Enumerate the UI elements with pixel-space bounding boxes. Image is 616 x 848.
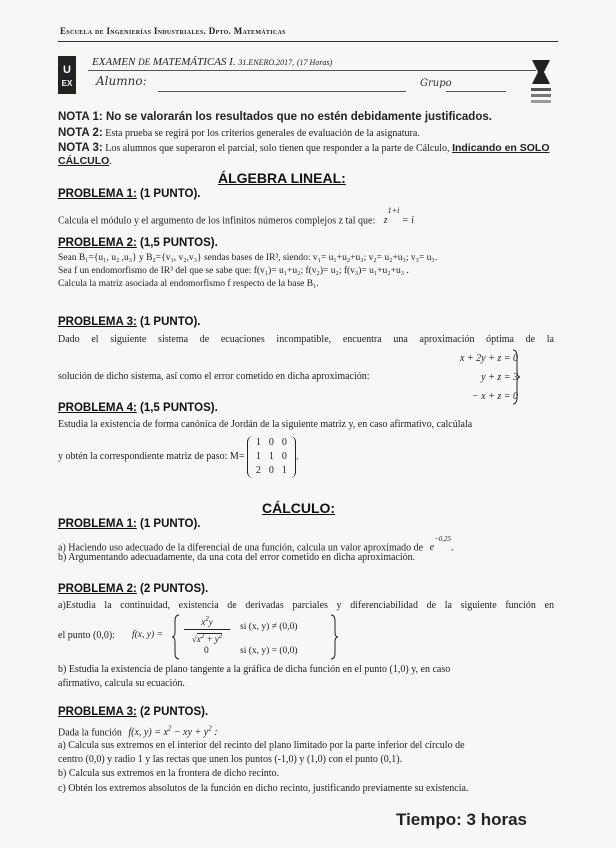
header-rule — [58, 41, 558, 42]
uex-logo-letter-u: U — [63, 64, 71, 76]
nota-1-text: No se valorarán los resultados que no estén debidamente justificados. — [105, 111, 492, 123]
case2-value: 0 — [204, 646, 209, 656]
exam-subject: MATEMÁTICAS I. — [152, 56, 236, 68]
algebra-p4-line1: Estudia la existencia de forma canónica de Jordán de la siguiente matriz y, en caso afirmativo, calcúlala — [58, 419, 473, 430]
algebra-p2-points: (1,5 PUNTOS). — [140, 237, 218, 249]
algebra-p4-points: (1,5 PUNTOS). — [140, 402, 218, 414]
algebra-p2-label: PROBLEMA 2: — [58, 237, 137, 249]
m-13: 0 — [281, 437, 287, 448]
calculo-p2-b2: afirmativo, calcula su ecuación. — [58, 678, 185, 689]
calculo-heading: CÁLCULO: — [262, 500, 336, 516]
algebra-p3-points: (1 PUNTO). — [140, 316, 201, 328]
m-23: 0 — [281, 451, 287, 462]
exam-title-rule — [88, 70, 536, 71]
algebra-p3-brace — [512, 349, 520, 405]
nota-3-end: . — [109, 156, 112, 167]
nota-1-label: NOTA 1: — [58, 111, 103, 123]
nota-3 — [58, 142, 556, 168]
calculo-p3-intro — [58, 723, 218, 739]
uex-logo-letter-ex: EX — [61, 79, 73, 88]
algebra-p1-formula: $z^{1+i} = i$ — [383, 206, 414, 227]
algebra-p3-system — [428, 349, 518, 406]
m-22: 1 — [268, 451, 274, 462]
nota-3-emphasis: Indicando en SOLO CÁLCULO — [58, 142, 550, 167]
m-32: 0 — [268, 465, 274, 476]
algebra-p2-title — [58, 237, 218, 249]
left-brace — [172, 614, 180, 660]
algebra-p1-statement: Calcula el módulo y el argumento de los infinitos números complejos z tal que: — [58, 215, 376, 227]
calculo-p1-a: a) Haciendo uso adecuado de la diferencial de una función, calcula un valor aproximado de $e^{-0,25}$. — [58, 535, 454, 554]
nota-1 — [58, 111, 558, 123]
calculo-p1-exp: $e^{-0,25}$ — [429, 535, 452, 554]
algebra-heading: ÁLGEBRA LINEAL: — [218, 170, 346, 186]
calculo-p3-b: b) Calcula sus extremos en la frontera de dicho recinto. — [58, 768, 280, 779]
alumno-field[interactable] — [158, 91, 406, 92]
algebra-p1-text — [58, 206, 414, 227]
tiempo: Tiempo: 3 horas — [396, 810, 527, 829]
algebra-p2-line3: Calcula la matriz asociada al endomorfismo f respecto de la base B₁. — [58, 279, 319, 289]
algebra-p2-line2: Sea f un endomorfismo de IR³ del que se sabe que: f(v₁)= u₁+u₂; f(v₂)= u₂; f(v₃)= u₁+u₂+u₃ . — [58, 266, 409, 276]
calculo-p3-points: (2 PUNTOS). — [140, 706, 209, 718]
school-header — [60, 26, 286, 36]
crest-icon — [528, 58, 554, 106]
grupo-label: Grupo — [420, 78, 452, 89]
m-12: 0 — [268, 437, 274, 448]
calculo-p1-b: b) Argumentando adecuadamente, da una cota del error cometido en dicha aproximación. — [58, 552, 416, 563]
case1-cond: si (x, y) ≠ (0,0) — [240, 622, 298, 632]
calculo-p3-label: PROBLEMA 3: — [58, 706, 137, 718]
calculo-p2-function — [132, 614, 342, 660]
algebra-p4-statement: y obtén la correspondiente matriz de paso: M= — [58, 451, 245, 462]
calculo-p3-a2: centro (0,0) y radio 1 y las rectas que unen los puntos (-1,0) y (1,0) con el punto (0,1). — [58, 754, 403, 765]
algebra-p1-label: PROBLEMA 1: — [58, 188, 137, 200]
algebra-p3-eq2: y + z = 3 — [481, 372, 518, 383]
nota-3-label: NOTA 3: — [58, 142, 103, 154]
uex-logo — [58, 56, 76, 94]
algebra-p3-line2: solución de dicho sistema, así como el error cometido en dicha aproximación: — [58, 371, 370, 382]
calculo-p2-a: a)Estudia la continuidad, existencia de derivadas parciales y diferenciabilidad de la siguiente función en — [58, 600, 554, 611]
m-33: 1 — [281, 465, 287, 476]
exam-word: EXAMEN — [92, 56, 136, 68]
algebra-p4-title — [58, 402, 218, 414]
algebra-p3-label: PROBLEMA 3: — [58, 316, 137, 328]
calculo-p1-label: PROBLEMA 1: — [58, 518, 137, 530]
algebra-p4-matrix — [247, 436, 296, 478]
exam-hours: (17 Horas) — [296, 58, 333, 67]
calculo-p3-formula: f(x, $y) = x^2$ − xy + $y^2$ : — [128, 725, 218, 739]
case2-cond: si (x, y) = (0,0) — [240, 646, 298, 656]
school-name: Escuela de Ingenierías Industriales. Dpto. Matemáticas — [60, 26, 286, 36]
algebra-p4-line2: y obtén la correspondiente matriz de paso: M= 1 0 0 1 1 0 2 0 1 . — [58, 437, 299, 476]
nota-3-text: Los alumnos que superaron el parcial, solo tienen que responder a la parte de Cálculo, — [105, 143, 450, 154]
algebra-p1-points: (1 PUNTO). — [140, 188, 201, 200]
algebra-p2-body — [58, 252, 437, 291]
algebra-p3-title — [58, 316, 201, 328]
nota-2-text: Esta prueba se regirá por los criterios generales de evaluación de la asignatura. — [105, 128, 420, 139]
grupo-field[interactable] — [446, 91, 506, 92]
calculo-p3-intro-text: Dada la función — [58, 727, 122, 739]
exam-de: DE — [138, 57, 151, 67]
calculo-p1-title — [58, 518, 201, 530]
m-11: 1 — [255, 437, 261, 448]
numerator: $x^2y$ — [201, 615, 213, 627]
algebra-p1-title — [58, 188, 201, 200]
exam-date: 31.ENERO.2017, — [238, 58, 295, 67]
nota-2 — [58, 127, 558, 140]
calculo-p2-label: PROBLEMA 2: — [58, 583, 137, 595]
denominator: $√x^2 + y^2$ — [191, 632, 223, 644]
right-brace — [330, 614, 338, 660]
calculo-p3-title — [58, 706, 208, 718]
algebra-p3-eq3: − x + z = 0 — [471, 391, 518, 402]
calculo-p3-a1: a) Calcula sus extremos en el interior del recinto del plano limitado por la parte inferior del círculo de — [58, 740, 465, 751]
algebra-p2-line1: Sean B₁={u₁, u₂ ,u₃} y B₂={v₁, v₂,v₃} sendas bases de IR³, siendo: v₁= u₁+u₂+u₃; v₂= u₂+u₃; v₃= u₃. — [58, 253, 438, 263]
calculo-p3-c: c) Obtén los extremos absolutos de la función en dicho recinto, justificando previamente su existencia. — [58, 783, 469, 794]
m-21: 1 — [255, 451, 261, 462]
m-31: 2 — [255, 465, 261, 476]
alumno-label: Alumno: — [96, 74, 147, 88]
algebra-p4-label: PROBLEMA 4: — [58, 402, 137, 414]
calculo-p2-points: (2 PUNTOS). — [140, 583, 209, 595]
calculo-p1-points: (1 PUNTO). — [140, 518, 201, 530]
fxy-label: f(x, y) = — [132, 630, 163, 640]
algebra-p3-line1: Dado el siguiente sistema de ecuaciones incompatible, encuentra una aproximación óptima de la — [58, 334, 554, 345]
algebra-p3-eq1: x + 2y + z = 0 — [459, 353, 518, 364]
nota-2-label: NOTA 2: — [58, 127, 103, 139]
calculo-p2-b1: b) Estudia la existencia de plano tangente a la gráfica de dicha función en el punto (1,0) y, en caso — [58, 664, 451, 675]
calculo-p2-title — [58, 583, 208, 595]
fraction — [184, 614, 230, 645]
exam-title-line — [92, 56, 332, 68]
calculo-p1-a-text: a) Haciendo uso adecuado de la diferencial de una función, calcula un valor aproximado de — [58, 542, 424, 554]
calculo-p2-a2: el punto (0,0): — [58, 630, 115, 641]
fraction-bar — [184, 629, 230, 630]
